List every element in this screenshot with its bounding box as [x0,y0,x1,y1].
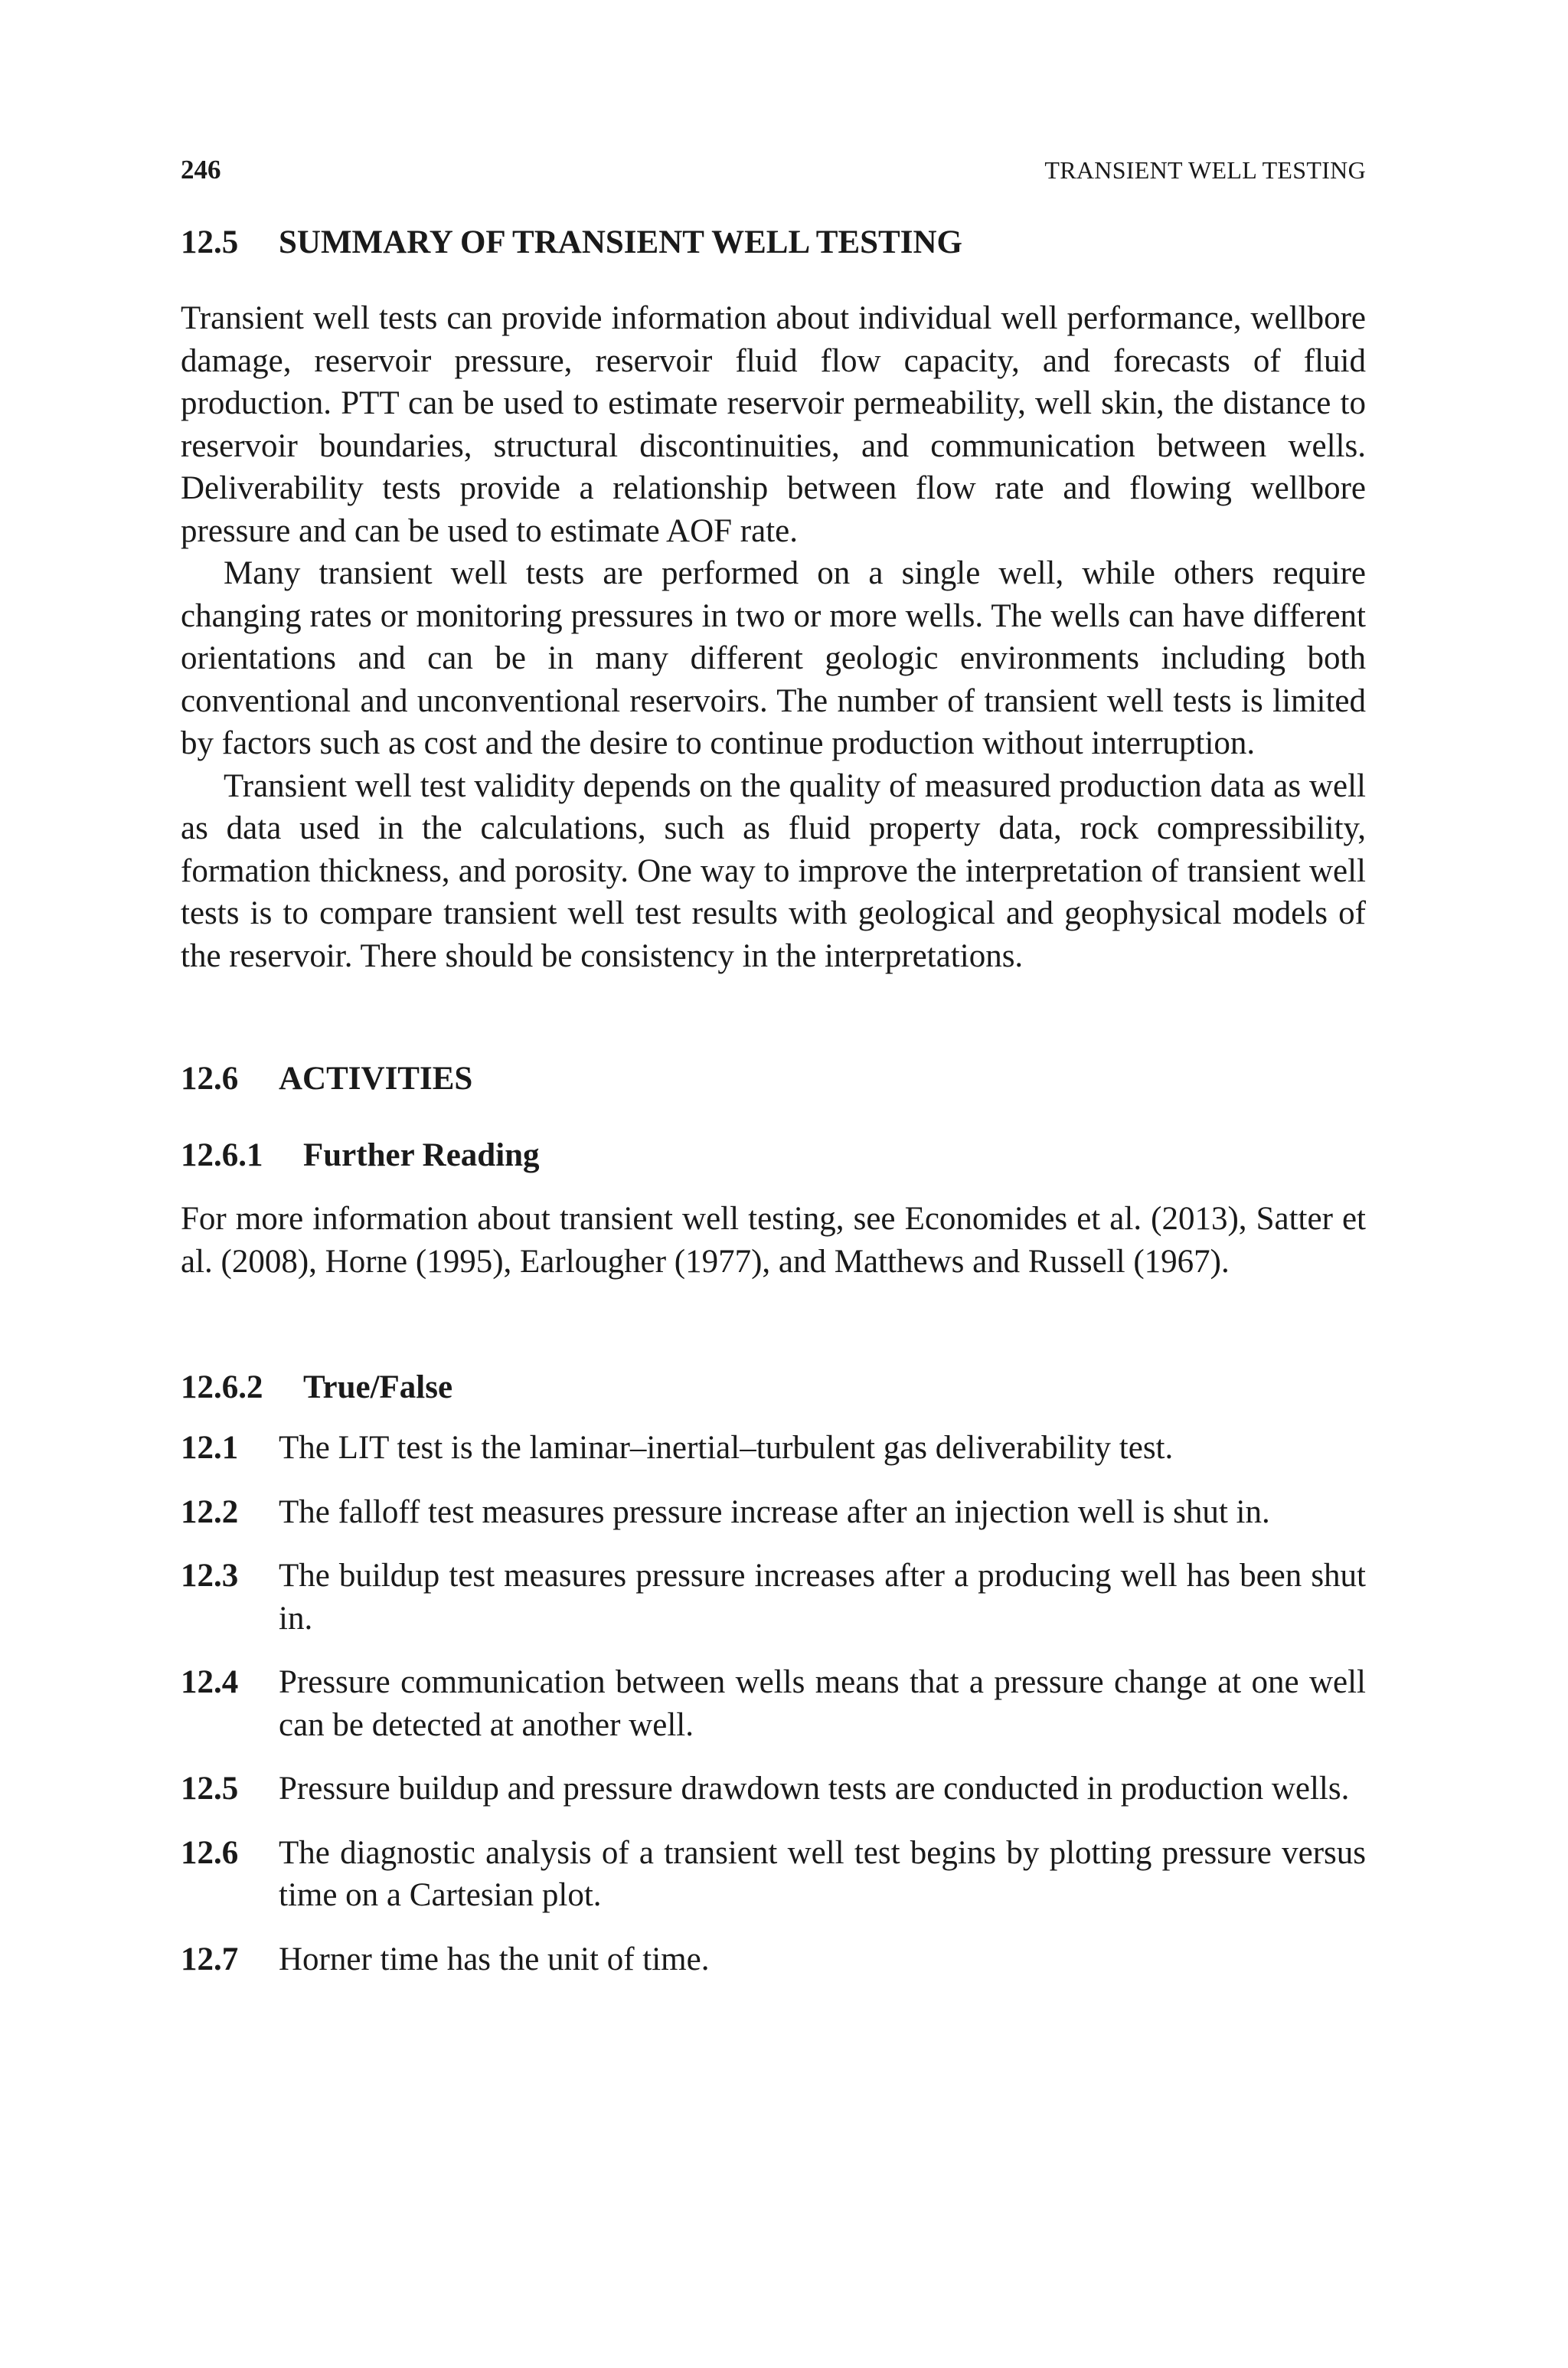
section-title: SUMMARY OF TRANSIENT WELL TESTING [279,224,962,260]
true-false-list [181,1427,1366,1980]
question-number: 12.1 [181,1430,239,1466]
summary-paragraph-3: Transient well test validity depends on the quality of measured production data as well as data used in the calculations, such as fluid property data, rock compressibility, formation thickness, and porosity. One way to improve the interpretation of transient well tests is to compare transient well test results with geological and geophysical models of the reservoir. There should be consistency in the interpretations. [181,767,1366,974]
true-false-item [181,1938,1366,1981]
question-number: 12.4 [181,1664,239,1700]
true-false-item [181,1427,1366,1470]
subsection-number: 12.6.2 [181,1369,263,1405]
question-text: The diagnostic analysis of a transient well test begins by plotting pressure versus time on a Cartesian plot. [279,1834,1366,1913]
true-false-item [181,1555,1366,1640]
section-number: 12.5 [181,224,239,260]
further-reading-text: For more information about transient well testing, see Economides et al. (2013), Satter et al. (2008), Horne (1995), Earlougher (1977), and Matthews and Russell (1967). [181,1201,1366,1280]
question-number: 12.2 [181,1493,239,1530]
subsection-heading-further-reading [181,1135,1366,1176]
subsection-title: Further Reading [303,1137,540,1173]
true-false-item [181,1491,1366,1534]
section-heading-activities [181,1058,1366,1100]
section-number: 12.6 [181,1061,239,1097]
question-text: Pressure buildup and pressure drawdown tests are conducted in production wells. [279,1771,1350,1807]
question-text: The falloff test measures pressure increase after an injection well is shut in. [279,1493,1270,1530]
question-number: 12.7 [181,1941,239,1977]
question-number: 12.6 [181,1834,239,1871]
summary-paragraph-1: Transient well tests can provide information about individual well performance, wellbore damage, reservoir pressure, reservoir fluid flow capacity, and forecasts of fluid production. PTT can be used to estimate reservoir permeability, well skin, the distance to reservoir boundaries, structural discontinuities, and communication between wells. Deliverability tests provide a relationship between flow rate and flowing wellbore pressure and can be used to estimate AOF rate. [181,300,1366,549]
running-title: TRANSIENT WELL TESTING [1044,156,1366,184]
section-title: ACTIVITIES [279,1061,473,1097]
subsection-title: True/False [303,1369,453,1405]
question-number: 12.3 [181,1558,239,1594]
subsection-number: 12.6.1 [181,1137,263,1173]
true-false-item [181,1661,1366,1746]
question-text: The buildup test measures pressure increases after a producing well has been shut in. [279,1558,1366,1637]
page-number: 246 [181,155,221,185]
running-head [181,153,1366,187]
section-heading-summary [181,222,1366,263]
true-false-item [181,1832,1366,1917]
book-page [181,153,1366,2002]
question-number: 12.5 [181,1771,239,1807]
true-false-item [181,1768,1366,1810]
subsection-heading-true-false [181,1367,1366,1408]
question-text: The LIT test is the laminar–inertial–turbulent gas deliverability test. [279,1430,1174,1466]
summary-paragraph-2: Many transient well tests are performed on a single well, while others require changing rates or monitoring pressures in two or more wells. The wells can have different orientations and can be in many different geologic environments including both conventional and unconventional reservoirs. The number of transient well tests is limited by factors such as cost and the desire to continue production without interruption. [181,555,1366,761]
question-text: Pressure communication between wells means that a pressure change at one well can be detected at another well. [279,1664,1366,1743]
question-text: Horner time has the unit of time. [279,1941,710,1977]
